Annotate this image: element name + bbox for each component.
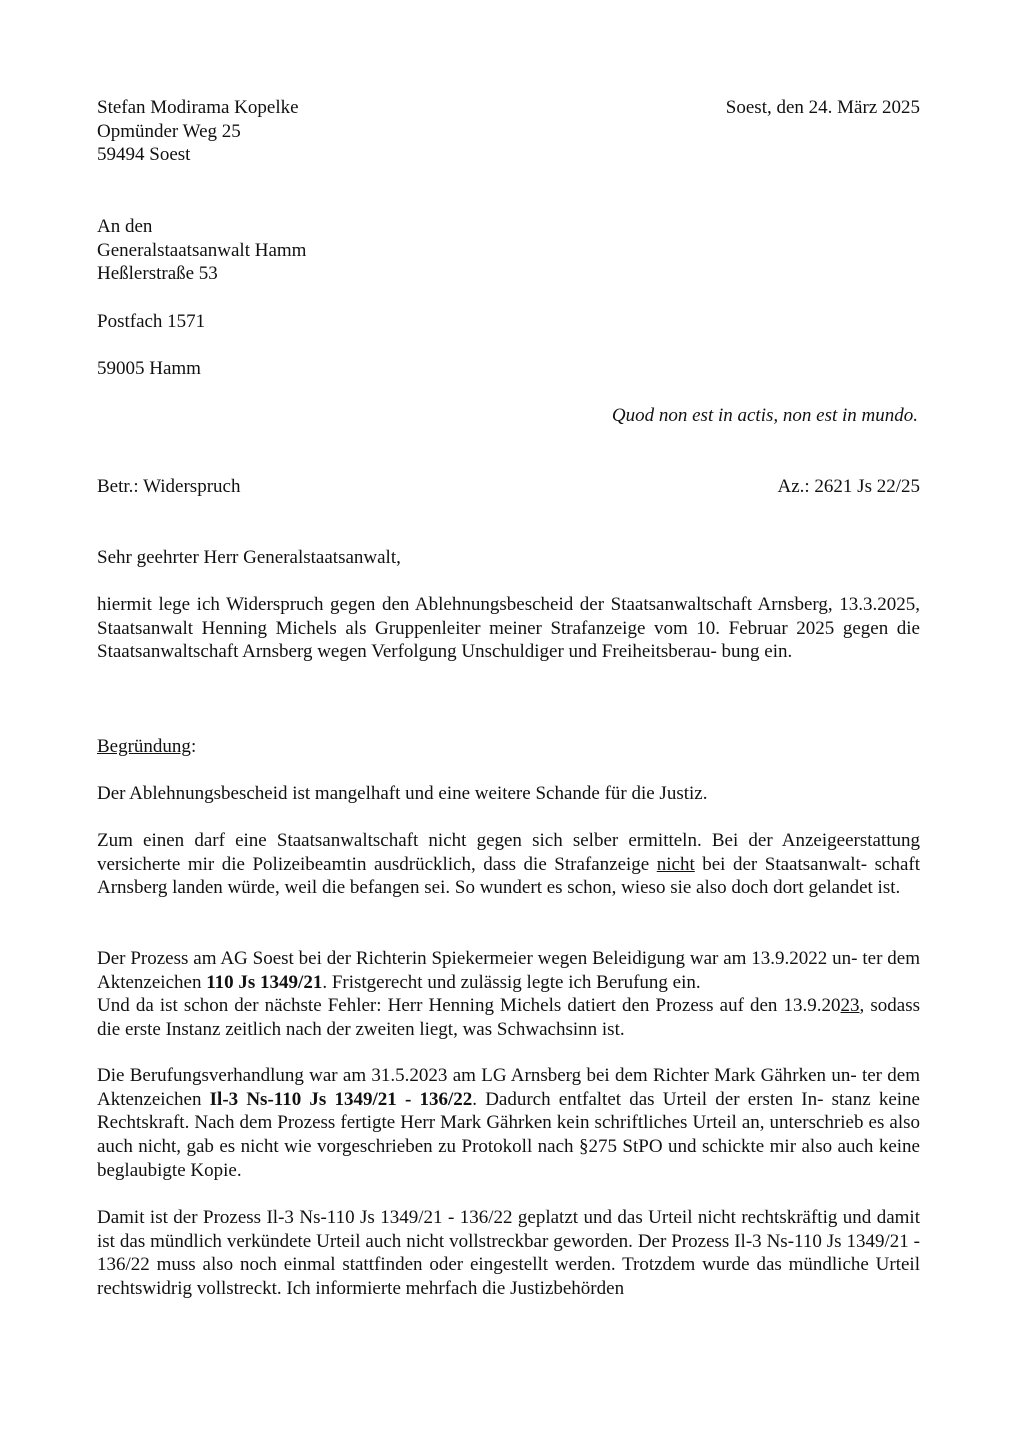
latin-motto: Quod non est in actis, non est in mundo. [611,405,918,426]
paragraph-3-after: . Fristgerecht und zulässig legte ich Berufung ein. [322,971,701,993]
sender-city: 59494 Soest [97,144,191,166]
paragraph-2 [97,829,920,900]
reason-heading-text: Begründung [97,736,191,757]
sender-name: Stefan Modirama Kopelke [97,97,299,118]
sender-street: Opmünder Weg 25 [97,120,241,142]
reference-number: Az.: 2621 Js 22/25 [777,476,920,497]
paragraph-3b-after: , sodass die erste Instanz zeitlich nach der zweiten liegt, was Schwachsinn ist. [97,995,920,1040]
salutation: Sehr geehrter Herr Generalstaatsanwalt, [97,547,401,568]
recipient-block [97,215,920,286]
paragraph-3b-before: Und da ist schon der nächste Fehler: Herr Henning Michels datiert den Prozess auf den 13.9.20 [97,995,841,1016]
place-date: Soest, den 24. März 2025 [725,97,920,118]
recipient-line-3: Heßlerstraße 53 [97,263,218,285]
paragraph-4 [97,1064,920,1183]
paragraph-3 [97,947,920,994]
paragraph-4-before: Die Berufungsverhandlung war am 31.5.2023 am LG Arnsberg bei dem Richter Mark Gährken un- ter dem Aktenzeichen [97,1065,920,1110]
paragraph-5-text: Damit ist der Prozess Il-3 Ns-110 Js 1349/21 - 136/22 geplatzt und das Urteil nicht rechtskräftig und damit ist das mündlich verkündete Urteil auch nicht vollstreckbar geworden. Der Prozess Il-3 Ns-110 Js 1349/21 - 136/22 muss also noch einmal stattfinden oder eingestellt werden. Trotzdem wurde das mündliche Urteil rechtswidrig vollstreckt. Ich informierte mehrfach die Justizbehörden [97,1207,920,1300]
paragraph-4-case-number: Il-3 Ns-110 Js 1349/21 - 136/22 [209,1088,473,1110]
paragraph-3-before: Der Prozess am AG Soest bei der Richterin Spiekermeier wegen Beleidigung war am 13.9.2022 un- ter dem Aktenzeichen [97,948,920,993]
paragraph-1-text: Der Ablehnungsbescheid ist mangelhaft und eine weitere Schande für die Justiz. [97,783,708,804]
paragraph-1 [97,782,920,806]
intro-paragraph [97,593,920,664]
intro-text: hiermit lege ich Widerspruch gegen den Ablehnungsbescheid der Staatsanwaltschaft Arnsberg, 13.3.2025, Staatsanwalt Henning Michels als Gruppenleiter meiner Strafanzeige vom 10. Februar 2025 gegen die Staatsanwaltschaft Arnsberg wegen Verfolgung Unschuldiger und Freiheitsberau- bung ein. [97,594,920,663]
paragraph-3b [97,994,920,1041]
subject-line: Betr.: Widerspruch [97,476,241,497]
paragraph-2-underlined: nicht [656,853,695,875]
paragraph-2-before: Zum einen darf eine Staatsanwaltschaft nicht gegen sich selber ermitteln. Bei der Anzeigeerstattung versicherte mir die Polizeibeamtin ausdrücklich, dass die Strafanzeige [97,830,920,875]
paragraph-5 [97,1206,920,1301]
paragraph-3-case-number: 110 Js 1349/21 [206,971,323,993]
recipient-postbox: Postfach 1571 [97,311,206,332]
reason-heading [97,735,920,759]
paragraph-4-after: . Dadurch entfaltet das Urteil der ersten In- stanz keine Rechtskraft. Nach dem Prozess fertigte Herr Mark Gährken kein schriftliches Urteil an, unterschrieb es also auch nicht, gab es nicht wie vorgeschrieben zu Protokoll nach §275 StPO und schickte mir also auch keine beglaubigte Kopie. [97,1088,920,1181]
recipient-line-1: An den [97,216,153,237]
paragraph-2-after: bei der Staatsanwalt- schaft Arnsberg landen würde, weil die befangen sei. So wundert es schon, wieso sie also doch dort gelandet ist. [97,853,920,899]
paragraph-3b-underlined: 23 [840,995,860,1016]
recipient-line-2: Generalstaatsanwalt Hamm [97,239,307,261]
recipient-city: 59005 Hamm [97,358,201,379]
reason-heading-colon: : [190,736,197,757]
